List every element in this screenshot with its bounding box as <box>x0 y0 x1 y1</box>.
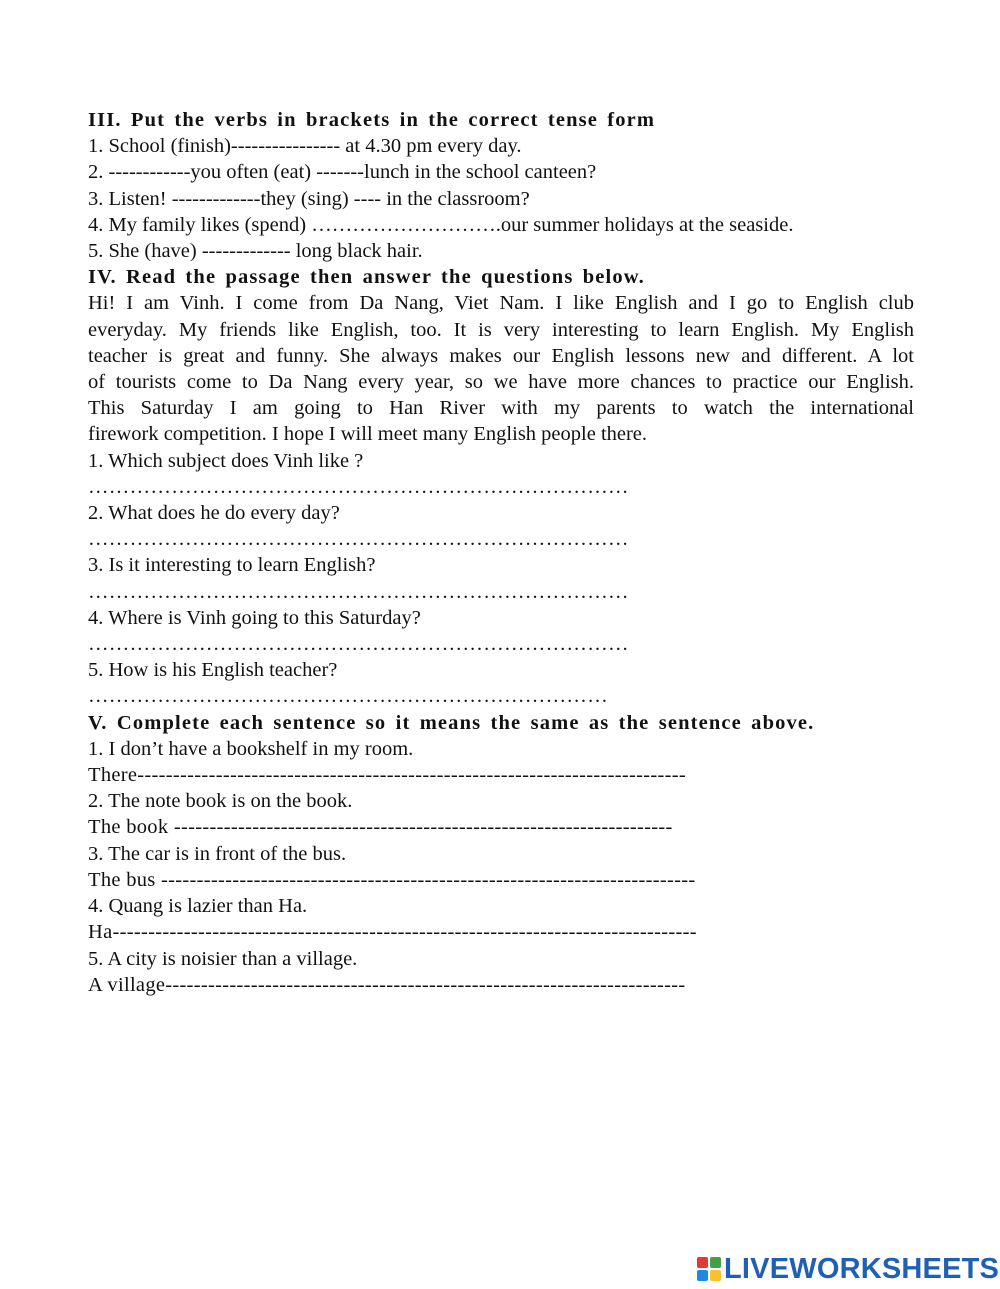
logo-grid-icon <box>697 1257 721 1281</box>
rewrite-sentence-1: 1. I don’t have a bookshelf in my room. <box>88 737 414 760</box>
question-5: 5. How is his English teacher? <box>88 659 338 682</box>
rewrite-field-3[interactable]: The bus --------------------------------------------------------------------------- <box>88 868 696 891</box>
rewrite-field-4[interactable]: Ha---------------------------------------------------------------------------------- <box>88 921 697 944</box>
section-5-heading: V. Complete each sentence so it means the same as the sentence above. <box>88 711 815 734</box>
answer-field-1[interactable]: …………………………………………………………………… <box>88 475 629 498</box>
logo-tile-yellow <box>710 1270 721 1281</box>
passage-line: Hi! I am Vinh. I come from Da Nang, Viet Nam. I like English and I go to English club <box>88 292 914 315</box>
answer-field-2[interactable]: …………………………………………………………………… <box>88 528 629 551</box>
section-3-item-1[interactable]: 1. School (finish)---------------- at 4.30 pm every day. <box>88 135 522 158</box>
logo-tile-green <box>710 1257 721 1268</box>
passage-line: of tourists come to Da Nang every year, so we have more chances to practice our English. <box>88 371 914 394</box>
answer-field-5[interactable]: ………………………………………………………………… <box>88 685 608 708</box>
rewrite-sentence-5: 5. A city is noisier than a village. <box>88 947 358 970</box>
rewrite-sentence-3: 3. The car is in front of the bus. <box>88 842 347 865</box>
logo-tile-blue <box>697 1270 708 1281</box>
rewrite-field-2[interactable]: The book ---------------------------------------------------------------------- <box>88 816 673 839</box>
section-3-item-2[interactable]: 2. ------------you often (eat) -------lunch in the school canteen? <box>88 161 597 184</box>
logo-tile-red <box>697 1257 708 1268</box>
answer-field-4[interactable]: …………………………………………………………………… <box>88 633 629 656</box>
rewrite-field-5[interactable]: A village------------------------------------------------------------------------- <box>88 973 686 996</box>
question-3: 3. Is it interesting to learn English? <box>88 554 376 577</box>
answer-field-3[interactable]: …………………………………………………………………… <box>88 580 629 603</box>
rewrite-field-1[interactable]: There----------------------------------------------------------------------------- <box>88 764 687 787</box>
section-4-heading: IV. Read the passage then answer the questions below. <box>88 266 645 289</box>
logo-text: LIVEWORKSHEETS <box>724 1253 1000 1285</box>
worksheet <box>88 107 914 998</box>
question-1: 1. Which subject does Vinh like ? <box>88 449 364 472</box>
rewrite-sentence-4: 4. Quang is lazier than Ha. <box>88 895 308 918</box>
question-4: 4. Where is Vinh going to this Saturday? <box>88 606 421 629</box>
passage-line: This Saturday I am going to Han River with my parents to watch the international <box>88 397 914 420</box>
liveworksheets-logo[interactable] <box>697 1254 999 1284</box>
question-2: 2. What does he do every day? <box>88 502 340 525</box>
passage-line: teacher is great and funny. She always makes our English lessons new and different. A lot <box>88 344 914 367</box>
section-3-heading: III. Put the verbs in brackets in the correct tense form <box>88 109 656 131</box>
passage-line: firework competition. I hope I will meet many English people there. <box>88 423 648 446</box>
section-3-item-4[interactable]: 4. My family likes (spend) ……………………….our summer holidays at the seaside. <box>88 213 794 236</box>
reading-passage <box>88 290 914 447</box>
section-3-item-3[interactable]: 3. Listen! -------------they (sing) ---- in the classroom? <box>88 187 530 210</box>
rewrite-sentence-2: 2. The note book is on the book. <box>88 790 353 813</box>
section-3-item-5[interactable]: 5. She (have) ------------- long black hair. <box>88 240 423 263</box>
passage-line: everyday. My friends like English, too. It is very interesting to learn English. My English <box>88 318 914 341</box>
